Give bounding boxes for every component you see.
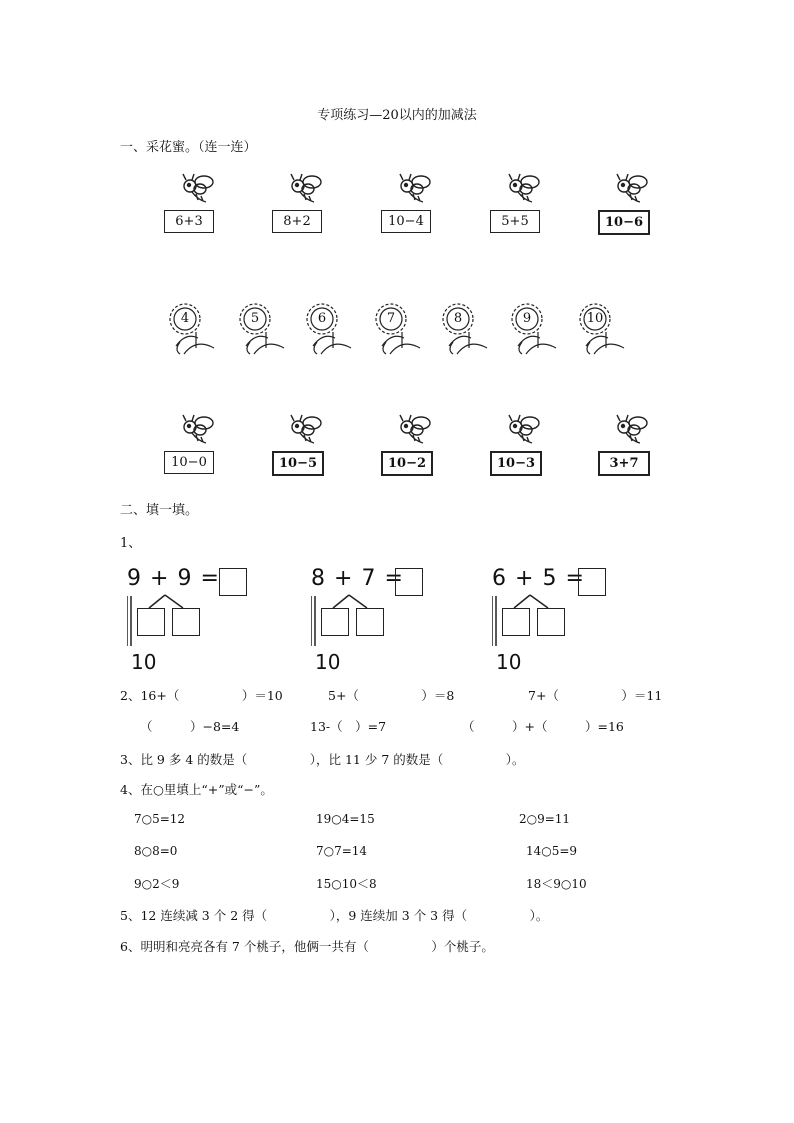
q4-expression[interactable]: 19○4=15 — [316, 812, 375, 826]
expression-box: 10−4 — [381, 210, 431, 233]
bee-card[interactable] — [594, 413, 674, 479]
q5-text[interactable]: 5、12 连续减 3 个 2 得（ ），9 连续加 3 个 3 得（ ）。 — [120, 908, 549, 923]
bee-icon — [395, 413, 439, 453]
bee-card[interactable] — [268, 413, 348, 479]
section1-heading: 一、采花蜜。（连一连） — [120, 140, 257, 155]
flower[interactable] — [510, 302, 560, 358]
expression-box: 3+7 — [598, 451, 650, 476]
equation-text: 8 + 7 = — [311, 566, 404, 591]
q4-expression[interactable]: 9○2＜9 — [134, 877, 180, 891]
ten-label: 10 — [315, 650, 341, 674]
bee-icon — [395, 172, 439, 212]
split-box-left[interactable] — [502, 608, 530, 636]
bee-card[interactable] — [160, 413, 240, 479]
split-box-right[interactable] — [537, 608, 565, 636]
q4-expression[interactable]: 2○9=11 — [519, 812, 571, 826]
bee-card[interactable] — [486, 413, 566, 479]
q1-label: 1、 — [120, 536, 142, 551]
q3-text[interactable]: 3、比 9 多 4 的数是（ ），比 11 少 7 的数是（ ）。 — [120, 752, 525, 767]
equation-text: 6 + 5 = — [492, 566, 585, 591]
bee-card[interactable] — [377, 413, 457, 479]
flower[interactable] — [238, 302, 288, 358]
bee-card[interactable] — [268, 172, 348, 238]
flower[interactable] — [441, 302, 491, 358]
q4-text: 4、在○里填上“+”或“−”。 — [120, 782, 273, 797]
bee-icon — [178, 413, 222, 453]
make-ten-diagram — [311, 566, 441, 676]
bee-card[interactable] — [486, 172, 566, 238]
bee-icon — [612, 172, 656, 212]
expression-box: 10−5 — [272, 451, 324, 476]
expression-box: 10−0 — [164, 451, 214, 474]
equation-text: 9 + 9 = — [127, 566, 220, 591]
q2-item[interactable]: 5+（ ）＝8 — [328, 688, 455, 703]
flower[interactable] — [168, 302, 218, 358]
flower-number: 6 — [317, 311, 327, 326]
ten-label: 10 — [496, 650, 522, 674]
flower-number: 10 — [586, 311, 604, 326]
bee-icon — [612, 413, 656, 453]
ten-label: 10 — [131, 650, 157, 674]
split-box-right[interactable] — [356, 608, 384, 636]
bee-icon — [504, 413, 548, 453]
expression-box: 10−3 — [490, 451, 542, 476]
flower[interactable] — [578, 302, 628, 358]
split-box-left[interactable] — [137, 608, 165, 636]
q4-expression[interactable]: 14○5=9 — [526, 844, 578, 858]
q2-item[interactable]: （ ）−8=4 — [140, 719, 240, 734]
expression-box: 5+5 — [490, 210, 540, 233]
flower[interactable] — [305, 302, 355, 358]
q2-item[interactable]: 13-（ ）=7 — [310, 719, 387, 734]
bee-card[interactable] — [160, 172, 240, 238]
q2-item[interactable]: 7+（ ）＝11 — [528, 688, 663, 703]
flower-number: 5 — [250, 311, 260, 326]
bee-card[interactable] — [377, 172, 457, 238]
q4-expression[interactable]: 7○7=14 — [316, 844, 368, 858]
split-box-right[interactable] — [172, 608, 200, 636]
bee-icon — [178, 172, 222, 212]
bee-icon — [286, 172, 330, 212]
q2-item[interactable]: 2、16+（ ）＝10 — [120, 688, 283, 703]
flower-number: 8 — [453, 311, 463, 326]
expression-box: 8+2 — [272, 210, 322, 233]
split-box-left[interactable] — [321, 608, 349, 636]
q2-item[interactable]: （ ）+（ ）=16 — [462, 719, 624, 734]
q4-expression[interactable]: 15○10＜8 — [316, 877, 377, 891]
bee-icon — [504, 172, 548, 212]
page-title: 专项练习—20以内的加减法 — [317, 108, 477, 123]
flower[interactable] — [374, 302, 424, 358]
make-ten-diagram — [127, 566, 257, 676]
section2-heading: 二、填一填。 — [120, 503, 199, 518]
make-ten-diagram — [492, 566, 622, 676]
flower-number: 9 — [522, 311, 532, 326]
expression-box: 6+3 — [164, 210, 214, 233]
bee-card[interactable] — [594, 172, 674, 238]
q4-expression[interactable]: 7○5=12 — [134, 812, 186, 826]
expression-box: 10−2 — [381, 451, 433, 476]
flower-number: 7 — [386, 311, 396, 326]
flower-number: 4 — [180, 311, 190, 326]
bee-icon — [286, 413, 330, 453]
q4-expression[interactable]: 8○8=0 — [134, 844, 178, 858]
expression-box: 10−6 — [598, 210, 650, 235]
q6-text[interactable]: 6、明明和亮亮各有 7 个桃子，他俩一共有（ ）个桃子。 — [120, 939, 494, 954]
q4-expression[interactable]: 18＜9○10 — [526, 877, 587, 891]
